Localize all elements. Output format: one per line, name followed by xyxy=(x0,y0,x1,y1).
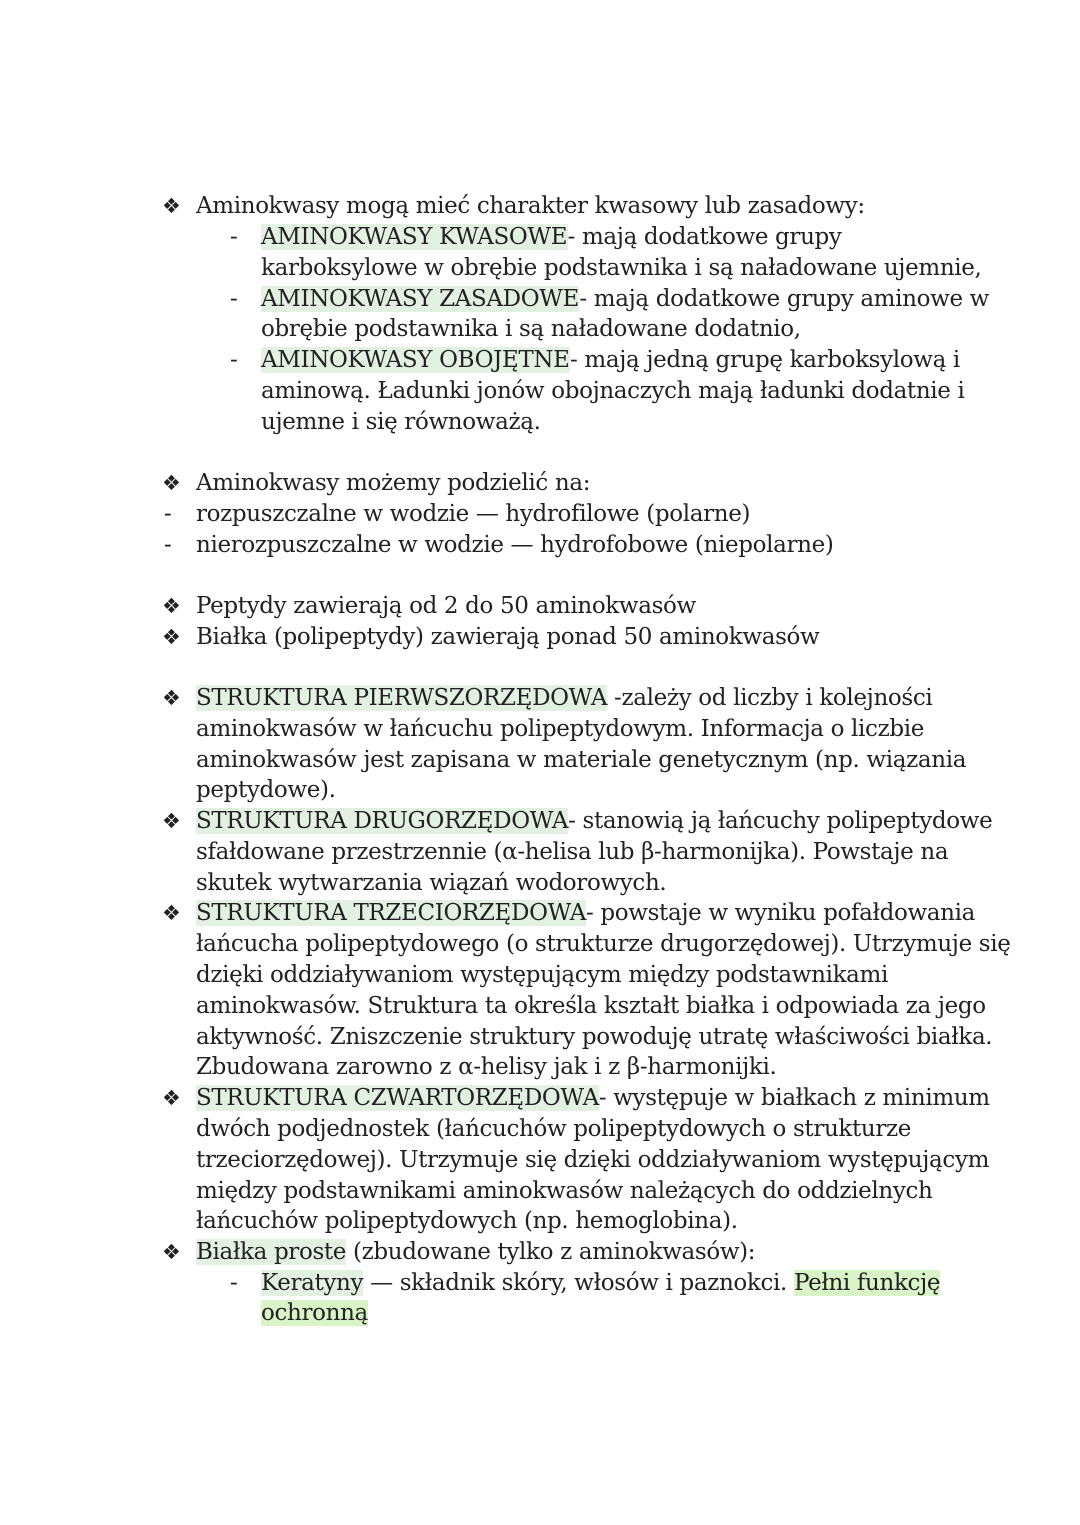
section2-item1: rozpuszczalne w wodzie — hydrofilowe (polarne) xyxy=(196,501,751,527)
item-text: (zbudowane tylko z aminokwasów): xyxy=(346,1239,756,1265)
section3-item1: Peptydy zawierają od 2 do 50 aminokwasów xyxy=(196,593,696,619)
structure3-line6: Zbudowana zarowno z α-helisy jak i z β-harmonijki. xyxy=(196,1054,777,1080)
keratin-line2 xyxy=(261,1298,368,1329)
structure1-line1 xyxy=(196,683,932,714)
term-highlight: Białka proste xyxy=(196,1239,347,1265)
item-text: - mają dodatkowe grupy aminowe w xyxy=(579,286,990,312)
bullet-diamond-icon: ❖ xyxy=(162,1086,181,1110)
bullet-diamond-icon: ❖ xyxy=(162,625,181,649)
section1-item2-line1 xyxy=(261,284,989,315)
bullet-diamond-icon: ❖ xyxy=(162,471,181,495)
item-text: - mają dodatkowe grupy xyxy=(567,224,842,250)
dash-marker: - xyxy=(230,224,238,250)
item-text: — składnik skóry, włosów i paznokci. xyxy=(363,1270,794,1296)
term-highlight: AMINOKWASY OBOJĘTNE xyxy=(261,347,571,373)
bullet-diamond-icon: ❖ xyxy=(162,1240,181,1264)
structure2-line2: sfałdowane przestrzennie (α-helisa lub β-harmonijka). Powstaje na xyxy=(196,839,949,865)
function-highlight: Pełni funkcję xyxy=(793,1270,941,1296)
bullet-diamond-icon: ❖ xyxy=(162,594,181,618)
function-highlight: ochronną xyxy=(261,1300,368,1326)
term-highlight: STRUKTURA DRUGORZĘDOWA xyxy=(196,808,569,834)
bullet-diamond-icon: ❖ xyxy=(162,809,181,833)
simple-proteins-line1 xyxy=(196,1237,755,1268)
structure3-line4: aminokwasów. Struktura ta określa kształt białka i odpowiada za jego xyxy=(196,993,986,1019)
structure3-line5: aktywność. Zniszczenie struktury powoduję utratę właściwości białka. xyxy=(196,1024,993,1050)
section2-item2: nierozpuszczalne w wodzie — hydrofobowe (niepolarne) xyxy=(196,532,834,558)
bullet-diamond-icon: ❖ xyxy=(162,901,181,925)
bullet-diamond-icon: ❖ xyxy=(162,194,181,218)
structure4-line3: trzeciorzędowej). Utrzymuje się dzięki oddziaływaniom występującym xyxy=(196,1147,990,1173)
item-text: - mają jedną grupę karboksylową i xyxy=(570,347,960,373)
structure1-line4: peptydowe). xyxy=(196,777,336,803)
section1-item3-line3: ujemne i się równoważą. xyxy=(261,409,541,435)
structure1-line3: aminokwasów jest zapisana w materiale genetycznym (np. wiązania xyxy=(196,747,967,773)
dash-marker: - xyxy=(164,532,172,558)
structure4-line2: dwóch podjednostek (łańcuchów polipeptydowych o strukturze xyxy=(196,1116,912,1142)
term-highlight: STRUKTURA TRZECIORZĘDOWA xyxy=(196,900,587,926)
structure3-line2: łańcucha polipeptydowego (o strukturze drugorzędowej). Utrzymuje się xyxy=(196,931,1011,957)
keratin-line1 xyxy=(261,1268,940,1299)
term-highlight: Keratyny xyxy=(261,1270,364,1296)
dash-marker: - xyxy=(164,501,172,527)
item-text: - powstaje w wyniku pofałdowania xyxy=(586,900,975,926)
structure3-line3: dzięki oddziaływaniom występującym między podstawnikami xyxy=(196,962,888,988)
section1-item3-line1 xyxy=(261,345,960,376)
structure4-line5: łańcuchów polipeptydowych (np. hemoglobina). xyxy=(196,1208,738,1234)
item-text: -zależy od liczby i kolejności xyxy=(607,685,933,711)
bullet-diamond-icon: ❖ xyxy=(162,686,181,710)
term-highlight: AMINOKWASY ZASADOWE xyxy=(261,286,580,312)
item-text: - występuje w białkach z minimum xyxy=(598,1085,990,1111)
structure2-line3: skutek wytwarzania wiązań wodorowych. xyxy=(196,870,667,896)
dash-marker: - xyxy=(230,1270,238,1296)
structure4-line1 xyxy=(196,1083,990,1114)
section1-item2-line2: obrębie podstawnika i są naładowane dodatnio, xyxy=(261,316,801,342)
term-highlight: STRUKTURA PIERWSZORZĘDOWA xyxy=(196,685,608,711)
section2-intro: Aminokwasy możemy podzielić na: xyxy=(196,470,591,496)
section1-intro: Aminokwasy mogą mieć charakter kwasowy lub zasadowy: xyxy=(196,193,865,219)
section1-item3-line2: aminową. Ładunki jonów obojnaczych mają ładunki dodatnie i xyxy=(261,378,965,404)
structure1-line2: aminokwasów w łańcuchu polipeptydowym. Informacja o liczbie xyxy=(196,716,924,742)
structure2-line1 xyxy=(196,806,992,837)
section1-item1-line1 xyxy=(261,222,842,253)
term-highlight: STRUKTURA CZWARTORZĘDOWA xyxy=(196,1085,599,1111)
structure3-line1 xyxy=(196,898,975,929)
section3-item2: Białka (polipeptydy) zawierają ponad 50 aminokwasów xyxy=(196,624,820,650)
item-text: - stanowią ją łańcuchy polipeptydowe xyxy=(568,808,993,834)
structure4-line4: między podstawnikami aminokwasów należących do oddzielnych xyxy=(196,1178,933,1204)
term-highlight: AMINOKWASY KWASOWE xyxy=(261,224,568,250)
dash-marker: - xyxy=(230,347,238,373)
dash-marker: - xyxy=(230,286,238,312)
section1-item1-line2: karboksylowe w obrębie podstawnika i są naładowane ujemnie, xyxy=(261,255,982,281)
